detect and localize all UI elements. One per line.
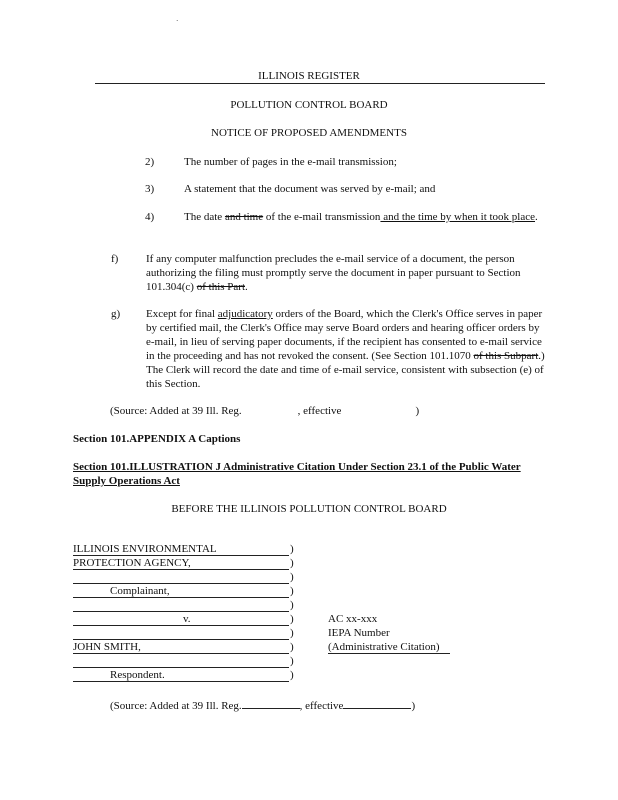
caption-line — [73, 653, 289, 654]
caption-line — [73, 681, 289, 682]
caption-paren: ) — [290, 599, 294, 611]
caption-paren: ) — [290, 571, 294, 583]
item-3-text: A statement that the document was served by e-mail; and — [184, 183, 436, 195]
notice-title: NOTICE OF PROPOSED AMENDMENTS — [211, 127, 407, 139]
source-note-2: (Source: Added at 39 Ill. Reg. , effective ) — [110, 697, 415, 713]
caption-paren: ) — [290, 627, 294, 639]
stray-mark: · — [176, 17, 179, 25]
register-title: ILLINOIS REGISTER — [258, 70, 360, 82]
para-f-label: f) — [111, 253, 119, 265]
caption-paren: ) — [290, 613, 294, 625]
caption-party1: ILLINOIS ENVIRONMENTAL — [73, 543, 217, 555]
para-f-text: If any computer malfunction precludes the e-mail service of a document, the person authorizing the filing must promptly serve the document in paper pursuant to Section 101.304(c) of this Part. — [146, 253, 521, 293]
board-title: POLLUTION CONTROL BOARD — [230, 99, 388, 111]
appendix-heading: Section 101.APPENDIX A Captions — [73, 433, 241, 445]
header-rule — [95, 83, 545, 84]
item-3-number: 3) — [145, 183, 155, 195]
citation-type: (Administrative Citation) — [328, 641, 440, 653]
source-note-1: (Source: Added at 39 Ill. Reg. , effective ) — [110, 405, 420, 417]
before-board-title: BEFORE THE ILLINOIS POLLUTION CONTROL BOARD — [171, 503, 447, 515]
caption-versus: v. — [183, 613, 191, 625]
item-2-number: 2) — [145, 156, 155, 168]
citation-underline — [328, 653, 450, 654]
caption-respondent: Respondent. — [110, 669, 165, 681]
caption-line — [73, 625, 289, 626]
caption-line — [73, 597, 289, 598]
illustration-heading: Section 101.ILLUSTRATION J Administrative Citation Under Section 23.1 of the Public Water Supply Operations Act — [73, 461, 521, 487]
caption-paren: ) — [290, 585, 294, 597]
caption-party2: JOHN SMITH, — [73, 641, 141, 653]
caption-paren: ) — [290, 641, 294, 653]
caption-paren: ) — [290, 655, 294, 667]
caption-line — [73, 569, 289, 570]
case-number: AC xx-xxx — [328, 613, 378, 625]
para-g-text: Except for final adjudicatory orders of the Board, which the Clerk's Office serves in paper by certified mail, the Clerk's Office may serve Board orders and hearing officer orders by e-mail, in lieu of serving paper documents, if the recipient has consented to e-mail service in the proceeding and has not revoked the consent. (See Section 101.1070 of this Subpart.) The Clerk will record the date and time of e-mail service, consistent with subsection (e) of this Section. — [146, 308, 545, 390]
item-4-number: 4) — [145, 211, 155, 223]
item-2-text: The number of pages in the e-mail transmission; — [184, 156, 397, 168]
item-4-text: The date and time of the e-mail transmission and the time by when it took place. — [184, 211, 538, 223]
caption-paren: ) — [290, 557, 294, 569]
caption-complainant: Complainant, — [110, 585, 170, 597]
caption-paren: ) — [290, 543, 294, 555]
para-g-label: g) — [111, 308, 121, 320]
caption-paren: ) — [290, 669, 294, 681]
caption-party1b: PROTECTION AGENCY, — [73, 557, 191, 569]
iepa-number: IEPA Number — [328, 627, 390, 639]
